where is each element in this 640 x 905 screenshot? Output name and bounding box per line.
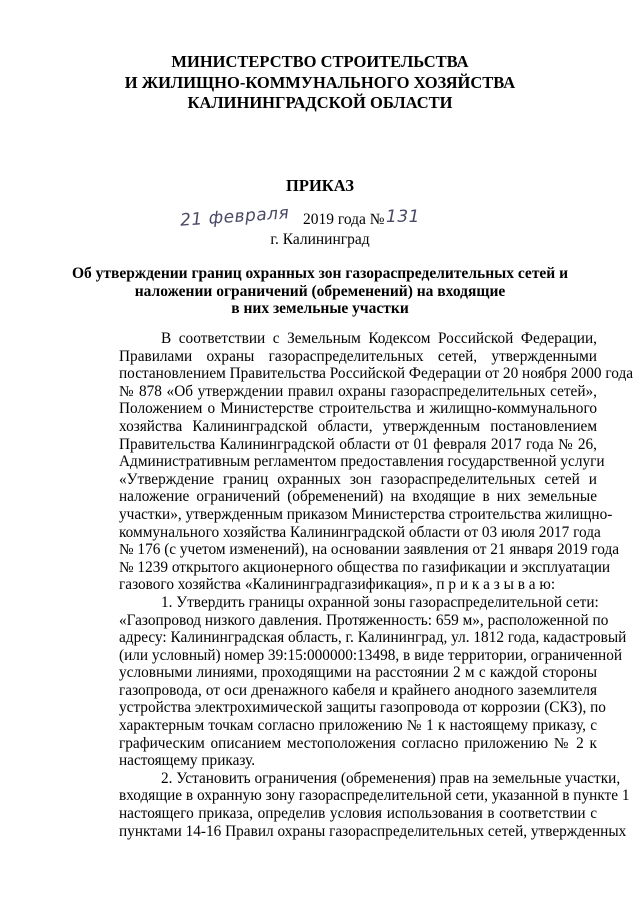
body-line: 2. Установить ограничения (обременения) прав на земельные участки, xyxy=(161,769,621,787)
body-line: хозяйства Калининградской области, утвержденным постановлением xyxy=(119,417,597,435)
body-line: коммунального хозяйства Калининградской области от 03 июля 2017 года xyxy=(119,523,601,541)
subject-line: Об утверждении границ охранных зон газораспределительных сетей и xyxy=(71,265,569,282)
body-line: № 878 «Об утверждении правил охраны газораспределительных сетей», xyxy=(119,382,597,400)
body-line: характерным точкам согласно приложению № 1 к настоящему приказу, с xyxy=(119,717,597,735)
body-line: участки», утвержденным приказом Министерства строительства жилищно- xyxy=(119,505,613,523)
document-type-title: ПРИКАЗ xyxy=(286,176,354,195)
body-line: условными линиями, проходящими на расстоянии 2 м с каждой стороны xyxy=(119,664,597,682)
subject-line: в них земельные участки xyxy=(231,300,409,317)
handwritten-date: 21 февраля xyxy=(179,203,290,231)
body-line: настоящему приказу. xyxy=(119,752,256,770)
ministry-line: И ЖИЛИЩНО-КОММУНАЛЬНОГО ХОЗЯЙСТВА xyxy=(124,72,516,92)
body-line: Правительства Калининградской области от 01 февраля 2017 года № 26, xyxy=(119,435,597,453)
order-year-number: 2019 года № xyxy=(303,211,385,228)
body-line: «Газопровод низкого давления. Протяженность: 659 м», расположенной по xyxy=(119,611,609,629)
body-line: (или условный) номер 39:15:000000:13498, в виде территории, ограниченной xyxy=(119,646,623,664)
body-line: В соответствии с Земельным Кодексом Российской Федерации, xyxy=(161,330,597,347)
body-line: Положением о Министерстве строительства и жилищно-коммунального xyxy=(119,400,597,418)
body-line: постановлением Правительства Российской Федерации от 20 ноября 2000 года xyxy=(119,365,634,383)
handwritten-order-number: 131 xyxy=(386,207,420,227)
body-line: «Утверждение границ охранных зон газораспределительных сетей и xyxy=(119,470,597,488)
body-line: адресу: Калининградская область, г. Калининград, ул. 1812 года, кадастровый xyxy=(119,629,627,647)
body-line: устройства электрохимической защиты газопровода от коррозии (СКЗ), по xyxy=(119,699,606,717)
order-body xyxy=(119,330,634,840)
order-city: г. Калининград xyxy=(270,231,370,248)
body-line: графическим описанием местоположения согласно приложению № 2 к xyxy=(119,734,597,752)
ministry-header xyxy=(80,52,560,114)
ministry-line: МИНИСТЕРСТВО СТРОИТЕЛЬСТВА xyxy=(171,52,469,71)
ministry-line: КАЛИНИНГРАДСКОЙ ОБЛАСТИ xyxy=(187,93,453,112)
body-line: входящие в охранную зону газораспределительной сети, указанной в пункте 1 xyxy=(119,787,630,805)
body-line: газопровода, от оси дренажного кабеля и крайнего анодного заземлителя xyxy=(119,681,597,699)
body-line: пунктами 14-16 Правил охраны газораспределительных сетей, утвержденных xyxy=(119,822,627,840)
body-line: № 1239 открытого акционерного общества по газификации и эксплуатации xyxy=(119,558,611,576)
body-line: 1. Утвердить границы охранной зоны газораспределительной сети: xyxy=(161,593,599,611)
order-subject xyxy=(60,265,580,318)
body-line: Правилами охраны газораспределительных сетей, утвержденными xyxy=(119,347,597,365)
body-line: газового хозяйства «Калининградгазификация», п р и к а з ы в а ю: xyxy=(119,576,556,594)
body-line: Административным регламентом предоставления государственной услуги xyxy=(119,453,605,471)
body-line: настоящего приказа, определив условия использования в соответствии с xyxy=(119,805,597,823)
body-line: № 176 (с учетом изменений), на основании заявления от 21 января 2019 года xyxy=(119,541,620,559)
subject-line: наложении ограничений (обременений) на входящие xyxy=(134,282,506,300)
body-line: наложение ограничений (обременений) на входящие в них земельные xyxy=(119,488,597,506)
